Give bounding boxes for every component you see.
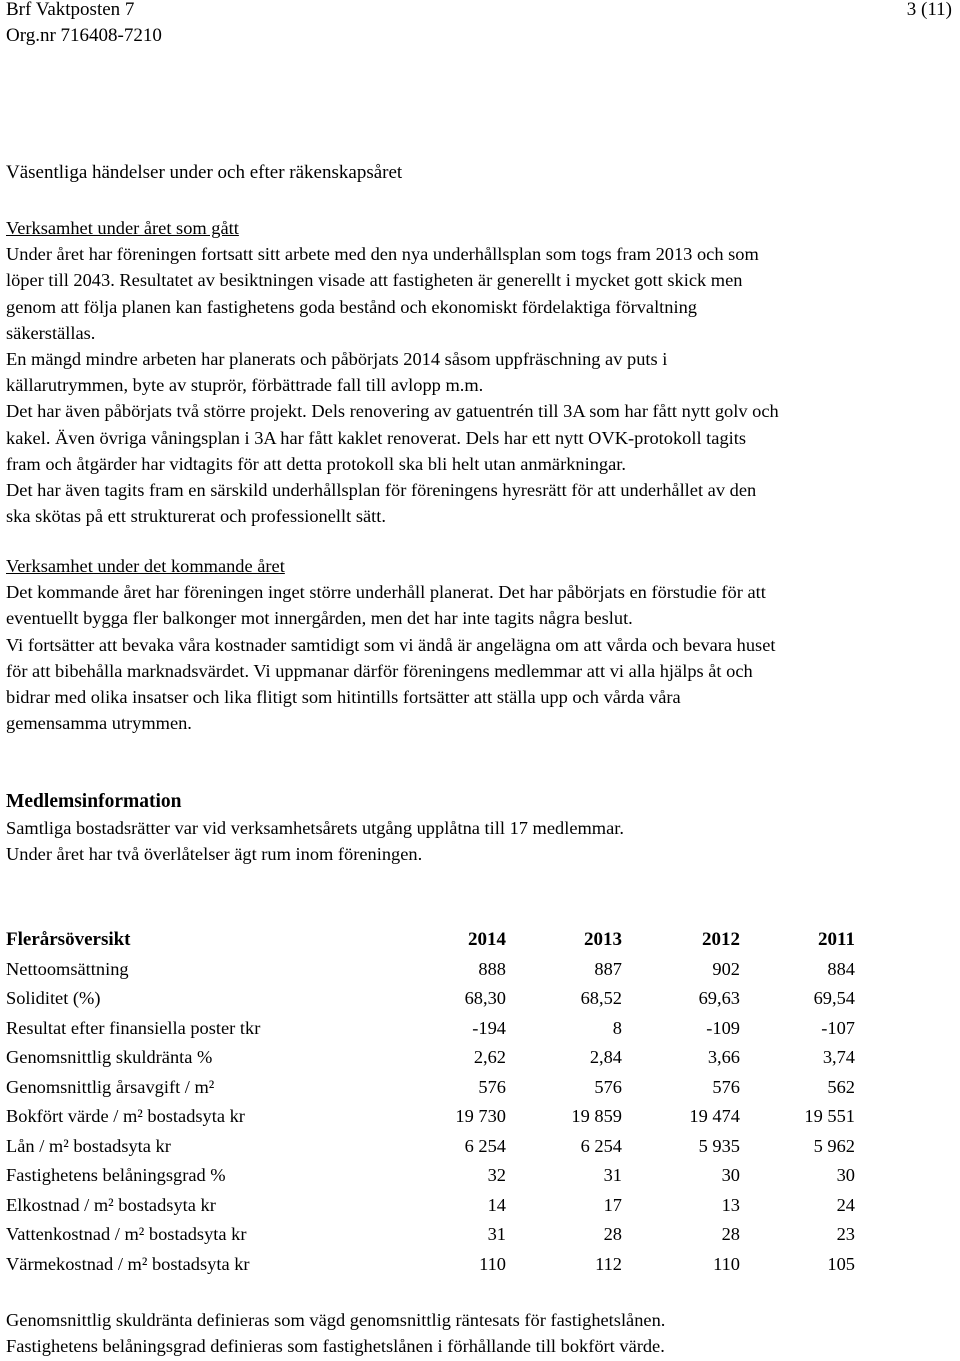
table-row <box>6 1014 855 1044</box>
table-row <box>6 1132 855 1162</box>
row-value: 28 <box>721 1224 740 1244</box>
row-value: 14 <box>487 1194 506 1215</box>
row-value: 5 935 <box>698 1135 740 1156</box>
row-value: 19 474 <box>689 1106 740 1126</box>
row-value: 902 <box>712 958 740 979</box>
row-value: 13 <box>721 1194 740 1215</box>
table-row <box>6 1161 855 1191</box>
table-row <box>6 1250 855 1280</box>
year-header: 2012 <box>702 929 740 950</box>
text-line: Det kommande året har föreningen inget större underhåll planerat. Det har påbörjats en förstudie för att <box>6 582 766 603</box>
text-line: fram och åtgärder har vidtagits för att detta protokoll ska bli helt utan anmärkningar. <box>6 453 626 474</box>
text-line: källarutrymmen, byte av stuprör, förbättrade fall till avlopp m.m. <box>6 375 484 396</box>
text-line: Samtliga bostadsrätter var vid verksamhetsårets utgång upplåtna till 17 medlemmar. <box>6 818 624 839</box>
row-value: 19 859 <box>571 1106 622 1126</box>
row-label: Genomsnittlig skuldränta % <box>6 1047 213 1067</box>
table-row <box>6 1043 855 1073</box>
text-line: Under året har föreningen fortsatt sitt arbete med den nya underhållsplan som togs fram 2013 och som <box>6 244 759 265</box>
row-value: 2,84 <box>589 1047 622 1067</box>
row-value: 6 254 <box>464 1135 506 1156</box>
row-value: -194 <box>472 1017 506 1038</box>
text-line: eventuellt bygga fler balkonger mot innergården, men det har inte tagits några beslut. <box>6 608 633 629</box>
text-line: Det har även påbörjats två större projekt. Dels renovering av gatuentrén till 3A som har fått nytt golv och <box>6 401 779 422</box>
text-line: säkerställas. <box>6 322 96 343</box>
text-line: Under året har två överlåtelser ägt rum inom föreningen. <box>6 844 423 865</box>
org-name: Brf Vaktposten 7 <box>6 0 135 20</box>
row-label: Resultat efter finansiella poster tkr <box>6 1017 261 1038</box>
row-value: 884 <box>827 958 855 979</box>
table-title: Flerårsöversikt <box>6 929 131 950</box>
row-value: 110 <box>479 1253 506 1274</box>
section-body-year <box>6 215 960 529</box>
row-value: 5 962 <box>813 1135 855 1156</box>
year-header: 2011 <box>818 929 855 950</box>
table-row <box>6 955 855 985</box>
section-title-members: Medlemsinformation <box>6 791 182 812</box>
row-value: 562 <box>827 1076 855 1097</box>
row-value: 31 <box>487 1224 506 1244</box>
row-label: Vattenkostnad / m² bostadsyta kr <box>6 1224 247 1244</box>
year-header: 2013 <box>584 929 622 950</box>
row-value: 6 254 <box>580 1135 622 1156</box>
subheading-current-year: Verksamhet under året som gått <box>6 218 239 238</box>
section-member-info <box>6 789 960 868</box>
row-value: 19 730 <box>455 1106 506 1126</box>
row-value: 24 <box>836 1194 855 1215</box>
row-label: Genomsnittlig årsavgift / m² <box>6 1076 215 1097</box>
row-value: 23 <box>836 1224 855 1244</box>
row-value: 8 <box>612 1017 622 1038</box>
row-value: 887 <box>594 958 622 979</box>
row-value: 30 <box>836 1165 855 1185</box>
row-label: Lån / m² bostadsyta kr <box>6 1135 171 1156</box>
table-row <box>6 1191 855 1221</box>
subheading-coming-year: Verksamhet under det kommande året <box>6 556 285 576</box>
row-value: 69,63 <box>698 988 740 1008</box>
text-line: Vi fortsätter att bevaka våra kostnader samtidigt som vi ändå är angelägna om att vårda och bevara huset <box>6 634 776 655</box>
table-row <box>6 1073 855 1103</box>
row-value: -107 <box>821 1017 855 1038</box>
table-header-row <box>6 925 855 955</box>
row-value: 105 <box>827 1253 855 1274</box>
row-value: 31 <box>603 1165 622 1185</box>
row-value: 576 <box>478 1076 506 1097</box>
section-title-events: Väsentliga händelser under och efter räkenskapsåret <box>6 162 403 183</box>
row-value: 3,74 <box>822 1047 855 1067</box>
row-value: 576 <box>594 1076 622 1097</box>
row-value: 32 <box>487 1165 506 1185</box>
text-line: En mängd mindre arbeten har planerats och påbörjats 2014 såsom uppfräschning av puts i <box>6 349 668 370</box>
row-value: 28 <box>603 1224 622 1244</box>
footnote: Genomsnittlig skuldränta definieras som vägd genomsnittlig räntesats för fastighetslånen. <box>6 1310 666 1330</box>
row-label: Elkostnad / m² bostadsyta kr <box>6 1194 216 1215</box>
page-number: 3 (11) <box>906 0 952 20</box>
footnotes <box>6 1307 960 1359</box>
row-label: Fastighetens belåningsgrad % <box>6 1165 226 1185</box>
year-header: 2014 <box>468 929 506 950</box>
text-line: gemensamma utrymmen. <box>6 713 192 734</box>
text-line: för att bibehålla marknadsvärdet. Vi uppmanar därför föreningens medlemmar att vi alla hjälps åt och <box>6 660 753 681</box>
section-body-coming-year <box>6 553 960 736</box>
text-line: genom att följa planen kan fastighetens goda bestånd och ekonomiskt fördelaktiga förvaltning <box>6 296 697 317</box>
row-value: 2,62 <box>473 1047 506 1067</box>
text-line: löper till 2043. Resultatet av besiktningen visade att fastigheten är generellt i mycket gott skick men <box>6 270 743 291</box>
row-value: 68,52 <box>580 988 622 1008</box>
text-line: Det har även tagits fram en särskild underhållsplan för föreningens hyresrätt för att underhållet av den <box>6 480 757 501</box>
row-value: 3,66 <box>707 1047 740 1067</box>
text-line: kakel. Även övriga våningsplan i 3A har fått kaklet renoverat. Dels har ett nytt OVK-protokoll tagits <box>6 427 747 448</box>
row-value: 112 <box>595 1253 622 1274</box>
table-row <box>6 1220 855 1250</box>
row-value: 19 551 <box>804 1106 855 1126</box>
row-value: 68,30 <box>464 988 506 1008</box>
row-value: 17 <box>603 1194 622 1215</box>
text-line: bidrar med olika insatser och lika flitigt som hitintills fortsätter att ställa upp och vårda våra <box>6 687 681 708</box>
row-value: 110 <box>713 1253 740 1274</box>
row-label: Soliditet (%) <box>6 988 101 1008</box>
table-row <box>6 984 855 1014</box>
row-value: 69,54 <box>813 988 855 1008</box>
text-line: ska skötas på ett strukturerat och professionellt sätt. <box>6 506 386 527</box>
org-number: Org.nr 716408-7210 <box>6 25 162 46</box>
row-label: Värmekostnad / m² bostadsyta kr <box>6 1253 250 1274</box>
row-value: -109 <box>706 1017 740 1038</box>
multi-year-overview-table <box>6 925 855 1279</box>
row-label: Nettoomsättning <box>6 958 129 979</box>
row-value: 576 <box>712 1076 740 1097</box>
footnote: Fastighetens belåningsgrad definieras som fastighetslånen i förhållande till bokfört värde. <box>6 1336 665 1357</box>
row-label: Bokfört värde / m² bostadsyta kr <box>6 1106 245 1126</box>
row-value: 888 <box>478 958 506 979</box>
row-value: 30 <box>721 1165 740 1185</box>
table-row <box>6 1102 855 1132</box>
